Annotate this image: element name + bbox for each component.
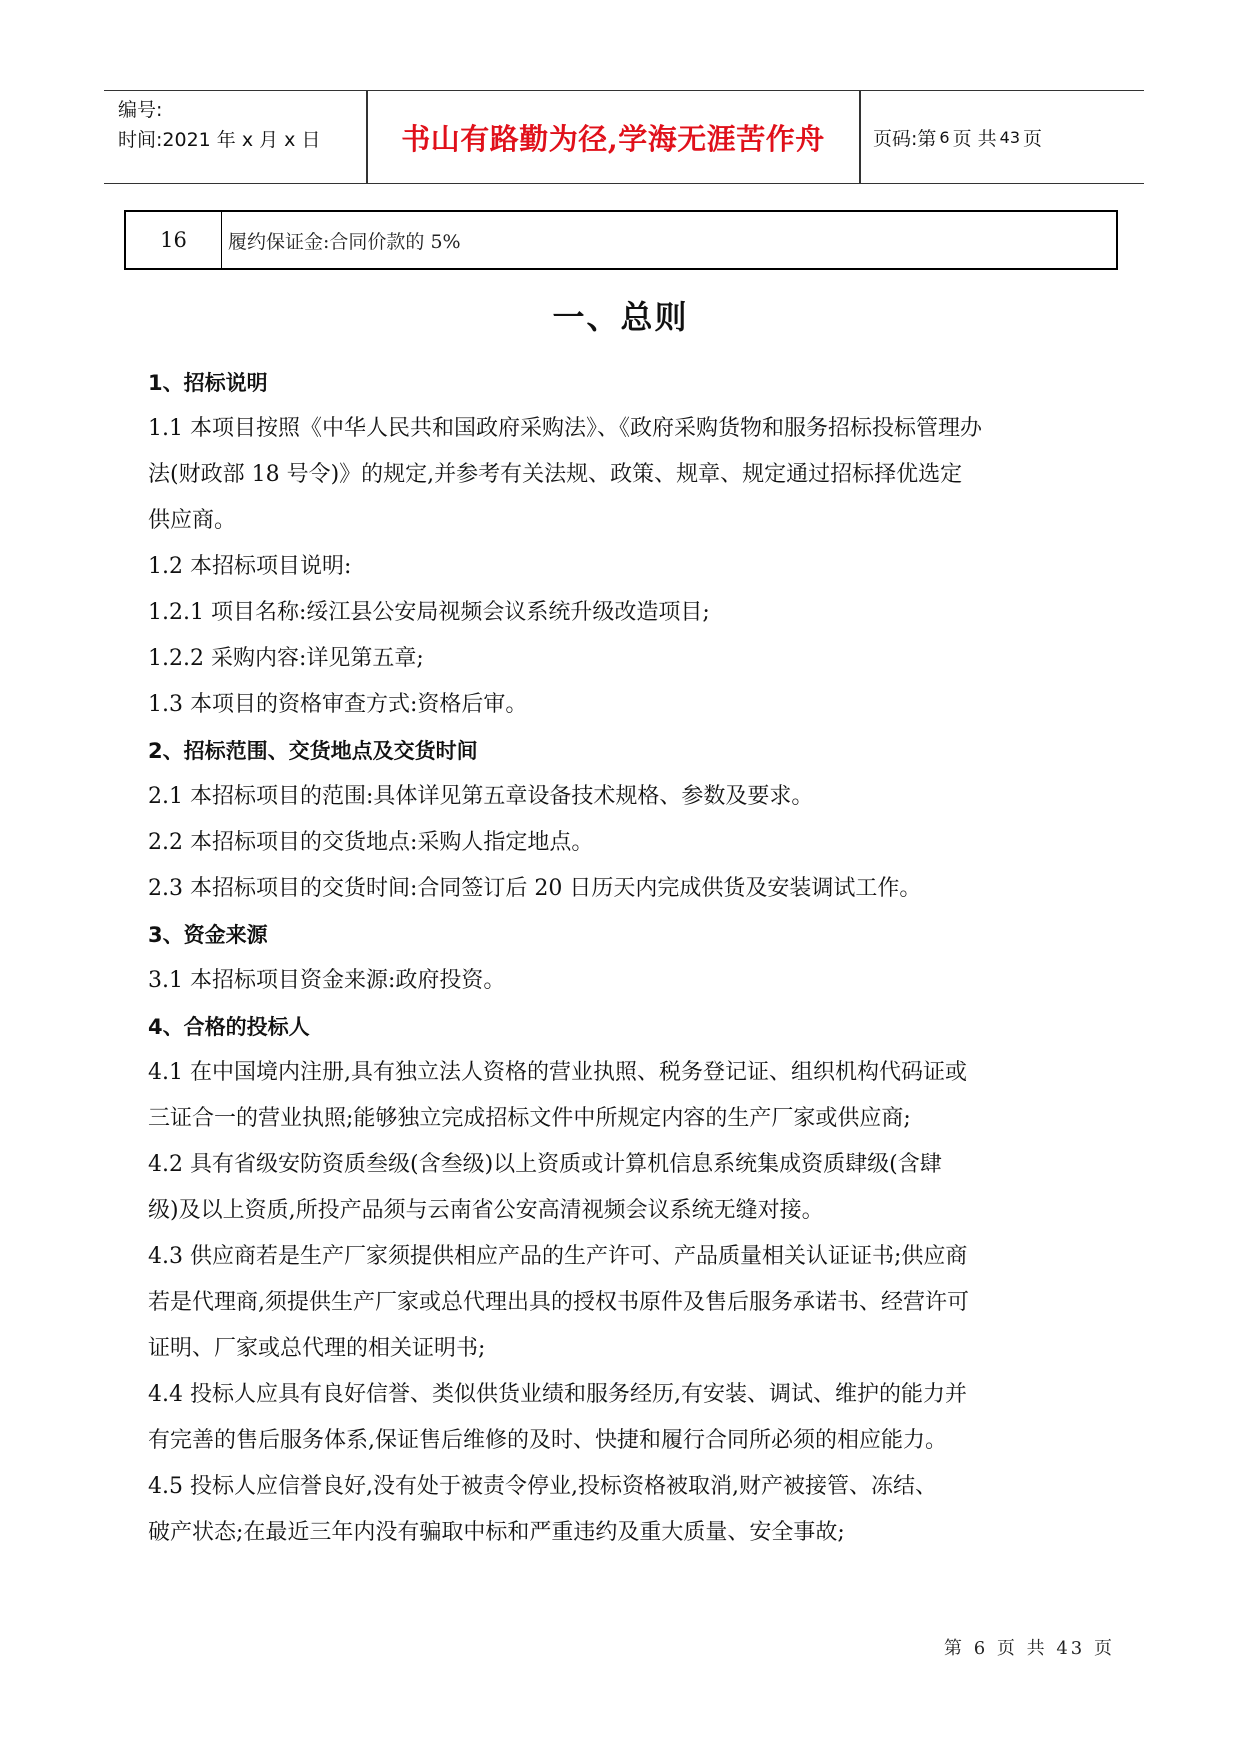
section-heading: 4、合格的投标人 bbox=[148, 1015, 310, 1039]
page-header bbox=[104, 90, 1144, 184]
paragraph-line: 1.2.2 采购内容:详见第五章; bbox=[148, 646, 424, 671]
page-prefix: 页码:第 bbox=[873, 127, 937, 150]
paragraph-line: 供应商。 bbox=[148, 508, 237, 533]
paragraph bbox=[148, 547, 1098, 593]
page-current: 6 bbox=[939, 127, 950, 147]
document-body bbox=[148, 363, 1098, 1559]
paragraph-line: 1.1 本项目按照《中华人民共和国政府采购法》、《政府采购货物和服务招标投标管理办 bbox=[148, 416, 982, 441]
table-row bbox=[124, 210, 1118, 270]
paragraph bbox=[148, 823, 1098, 869]
page-suffix: 页 bbox=[1023, 127, 1043, 150]
paragraph-line: 2.2 本招标项目的交货地点:采购人指定地点。 bbox=[148, 830, 594, 855]
paragraph bbox=[148, 961, 1098, 1007]
section-heading: 1、招标说明 bbox=[148, 371, 268, 395]
paragraph bbox=[148, 639, 1098, 685]
paragraph-line: 4.1 在中国境内注册,具有独立法人资格的营业执照、税务登记证、组织机构代码证或 bbox=[148, 1060, 967, 1085]
table-cell-number: 16 bbox=[126, 212, 222, 268]
section-heading: 3、资金来源 bbox=[148, 923, 268, 947]
paragraph-line: 法(财政部 18 号令)》的规定,并参考有关法规、政策、规章、规定通过招标择优选定 bbox=[148, 462, 963, 487]
page-footer: 第 6 页 共 43 页 bbox=[944, 1638, 1115, 1659]
paragraph-line: 1.2.1 项目名称:绥江县公安局视频会议系统升级改造项目; bbox=[148, 600, 710, 625]
paragraph-line: 3.1 本招标项目资金来源:政府投资。 bbox=[148, 968, 506, 993]
header-motto: 书山有路勤为径,学海无涯苦作舟 bbox=[401, 121, 825, 156]
paragraph-line: 三证合一的营业执照;能够独立完成招标文件中所规定内容的生产厂家或供应商; bbox=[148, 1106, 911, 1131]
chapter-title: 一、总则 bbox=[552, 298, 689, 336]
paragraph bbox=[148, 869, 1098, 915]
paragraph bbox=[148, 1145, 1098, 1237]
paragraph bbox=[148, 1053, 1098, 1145]
paragraph bbox=[148, 593, 1098, 639]
paragraph-line: 破产状态;在最近三年内没有骗取中标和严重违约及重大质量、安全事故; bbox=[148, 1520, 845, 1545]
paragraph-line: 4.3 供应商若是生产厂家须提供相应产品的生产许可、产品质量相关认证证书;供应商 bbox=[148, 1244, 968, 1269]
paragraph bbox=[148, 685, 1098, 731]
paragraph-line: 2.1 本招标项目的范围:具体详见第五章设备技术规格、参数及要求。 bbox=[148, 784, 814, 809]
paragraph-line: 4.2 具有省级安防资质叁级(含叁级)以上资质或计算机信息系统集成资质肆级(含肆 bbox=[148, 1152, 942, 1177]
page-mid: 页 共 bbox=[952, 127, 997, 150]
paragraph-line: 证明、厂家或总代理的相关证明书; bbox=[148, 1336, 486, 1361]
paragraph bbox=[148, 1237, 1098, 1375]
paragraph bbox=[148, 1467, 1098, 1559]
table-cell-text: 履约保证金:合同价款的 5% bbox=[228, 230, 461, 253]
paragraph-line: 4.5 投标人应信誉良好,没有处于被责令停业,投标资格被取消,财产被接管、冻结、 bbox=[148, 1474, 937, 1499]
header-meta bbox=[118, 95, 368, 155]
paragraph bbox=[148, 777, 1098, 823]
paragraph-line: 有完善的售后服务体系,保证售后维修的及时、快捷和履行合同所必须的相应能力。 bbox=[148, 1428, 947, 1453]
paragraph-line: 2.3 本招标项目的交货时间:合同签订后 20 日历天内完成供货及安装调试工作。 bbox=[148, 876, 922, 901]
section-heading: 2、招标范围、交货地点及交货时间 bbox=[148, 739, 478, 763]
paragraph bbox=[148, 1375, 1098, 1467]
header-page-number bbox=[861, 91, 1144, 183]
page-total: 43 bbox=[999, 127, 1020, 147]
paragraph bbox=[148, 409, 1098, 547]
paragraph-line: 1.2 本招标项目说明: bbox=[148, 554, 352, 579]
paragraph-line: 若是代理商,须提供生产厂家或总代理出具的授权书原件及售后服务承诺书、经营许可 bbox=[148, 1290, 969, 1315]
paragraph-line: 4.4 投标人应具有良好信誉、类似供货业绩和服务经历,有安装、调试、维护的能力并 bbox=[148, 1382, 967, 1407]
paragraph-line: 1.3 本项目的资格审查方式:资格后审。 bbox=[148, 692, 528, 717]
paragraph-line: 级)及以上资质,所投产品须与云南省公安高清视频会议系统无缝对接。 bbox=[148, 1198, 824, 1223]
number-label: 编号: bbox=[118, 99, 163, 121]
time-label: 时间:2021 年 x 月 x 日 bbox=[118, 129, 321, 151]
